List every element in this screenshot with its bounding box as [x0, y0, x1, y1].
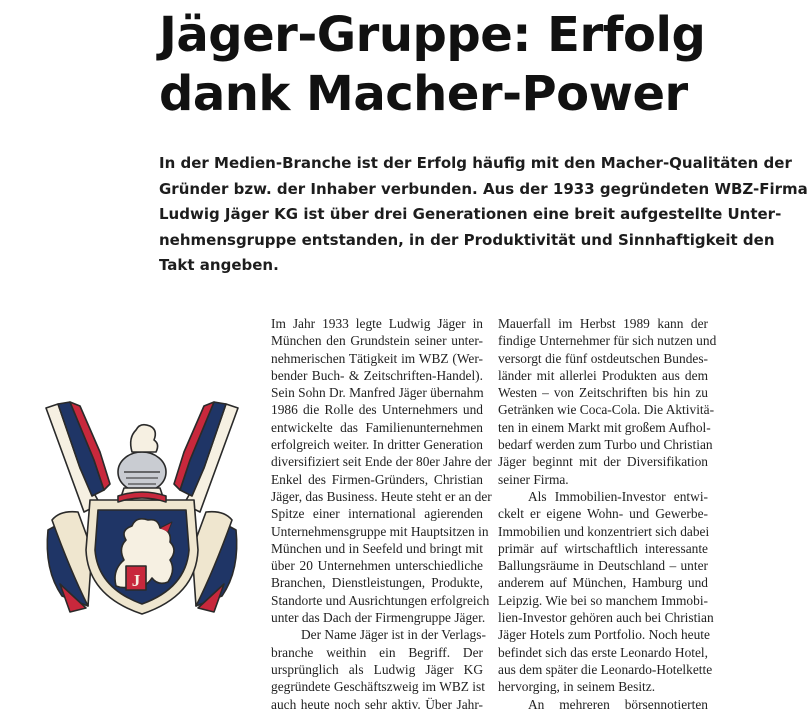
body-line: findige Unternehmer für sich nutzen und [498, 333, 717, 349]
body-line: entwickelte das Familienunternehmen [271, 419, 483, 435]
body-line: aus dem später die Leonardo-Hotelkette [498, 661, 713, 677]
body-line: branche weithin ein Begriff. Der [271, 644, 483, 660]
body-column-1 [271, 315, 492, 713]
body-line: hervorging, in seinem Besitz. [498, 679, 656, 695]
body-line: Jäger Hotels zum Portfolio. Noch heute [498, 627, 710, 643]
body-line: Der Name Jäger ist in der Verlags- [301, 627, 486, 643]
body-line: Jäger, das Business. Heute steht er an der [271, 488, 492, 504]
body-line: Jäger beginnt mit der Diversifikation [498, 454, 708, 470]
body-line: anderem auf München, Hamburg und [498, 575, 708, 591]
body-line: ten in einem Markt mit großem Aufhol- [498, 419, 711, 435]
body-line: ckelt er eigene Wohn- und Gewerbe- [498, 506, 708, 522]
crest-letter: J [131, 571, 141, 590]
body-line: Westen – von Zeitschriften bis hin zu [498, 385, 708, 401]
lead-line: In der Medien-Branche ist der Erfolg häufig mit den Macher-Qualitäten der [159, 154, 792, 172]
body-line: Im Jahr 1933 legte Ludwig Jäger in [271, 316, 483, 331]
body-line: lien-Investor gehören auch bei Christian [498, 610, 714, 626]
jaeger-crest-logo [40, 400, 244, 616]
body-line: Ballungsräume in Deutschland – unter [498, 558, 708, 574]
article-headline [159, 6, 779, 124]
body-line: München und in Seefeld und bringt mit [271, 540, 483, 556]
body-line: Als Immobilien-Investor entwi- [528, 488, 708, 504]
body-column-2 [498, 315, 717, 713]
body-line: auch heute noch sehr aktiv. Über Jahr- [271, 696, 483, 712]
body-line: Leipzig. Wie bei so manchem Immobi- [498, 592, 708, 608]
body-line: bender Buch- & Zeitschriften-Handel). [271, 367, 483, 383]
article-lead [159, 151, 808, 279]
body-line: Spitze einer international agierenden [271, 506, 483, 522]
lead-line: Gründer bzw. der Inhaber verbunden. Aus der 1933 gegründeten WBZ-Firma [159, 179, 808, 198]
headline-line: dank Macher-Power [159, 66, 688, 122]
body-line: München den Grundstein seiner unter- [271, 333, 483, 349]
lead-line: nehmensgruppe entstanden, in der Produktivität und Sinnhaftigkeit den [159, 230, 775, 249]
body-line: Getränken wie Coca-Cola. Die Aktivitä- [498, 402, 715, 418]
body-line: seiner Firma. [498, 471, 569, 487]
body-line: Immobilien und konzentriert sich dabei [498, 523, 710, 539]
body-line: erfolgreich weiter. In dritter Generation [271, 437, 483, 453]
body-line: diversifiziert seit Ende der 80er Jahre der [271, 454, 492, 470]
body-line: Enkel des Firmen-Gründers, Christian [271, 471, 483, 487]
body-line: Unternehmensgruppe mit Hauptsitzen in [271, 523, 489, 539]
body-line: versorgt die fünf ostdeutschen Bundes- [498, 350, 708, 366]
body-line: befindet sich das erste Leonardo Hotel, [498, 644, 708, 660]
body-line: Branchen, Dienstleistungen, Produkte, [271, 575, 483, 591]
lead-line: Takt angeben. [159, 256, 279, 275]
body-line: nehmerischen Tätigkeit im WBZ (Wer- [271, 350, 483, 366]
body-line: bedarf werden zum Turbo und Christian [498, 437, 713, 453]
body-line: An mehreren börsennotierten [528, 696, 708, 712]
body-line: 1986 die Rolle des Unternehmers und [271, 402, 483, 418]
body-line: Sein Sohn Dr. Manfred Jäger übernahm [271, 385, 484, 401]
body-line: gegründete Geschäftszweig im WBZ ist [271, 679, 485, 695]
headline-line: Jäger-Gruppe: Erfolg [159, 7, 706, 63]
body-line: unter das Dach der Firmengruppe Jäger. [271, 610, 486, 626]
body-line: Standorte und Ausrichtungen erfolgreich [271, 592, 490, 608]
lead-line: Ludwig Jäger KG ist über drei Generationen eine breit aufgestellte Unter- [159, 205, 782, 224]
body-line: über 20 Unternehmen unterschiedliche [271, 558, 483, 574]
body-line: Mauerfall im Herbst 1989 kann der [498, 316, 708, 331]
body-line: ursprünglich als Ludwig Jäger KG [271, 661, 483, 677]
body-line: primär auf wirtschaftlich interessante [498, 540, 708, 556]
body-line: länder mit allerlei Produkten aus dem [498, 367, 708, 383]
